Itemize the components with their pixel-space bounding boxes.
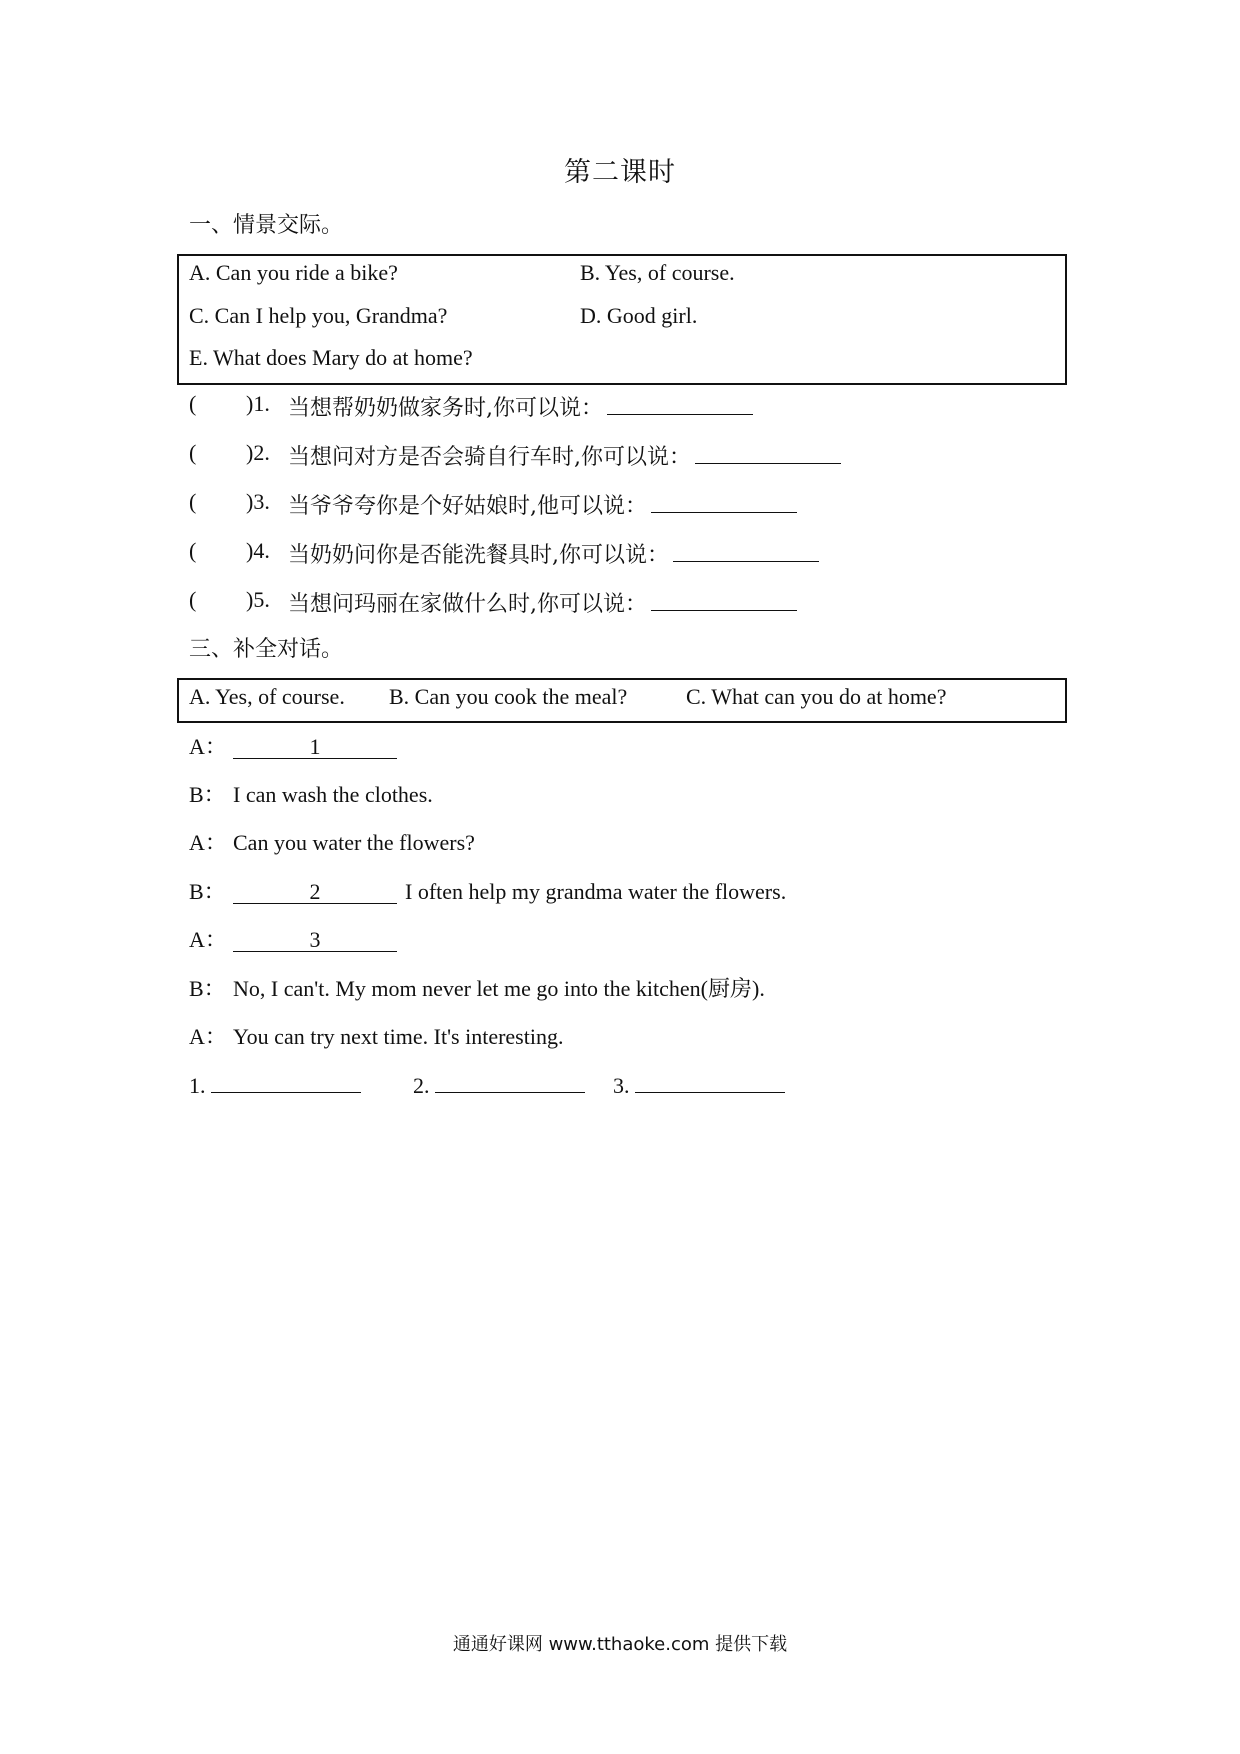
question-number: )3. [246, 489, 270, 514]
speaker-label: A： [189, 1024, 227, 1049]
option-e: E. What does Mary do at home? [189, 345, 473, 370]
answer-blank[interactable] [651, 492, 797, 513]
dialogue-text: No, I can't. My mom never let me go into the kitchen(厨房). [233, 976, 765, 1001]
section3-options-box [177, 678, 1067, 723]
answer-blank[interactable] [651, 590, 797, 611]
answer-slot-2: 2. [413, 1072, 585, 1099]
section1-heading: 一、情景交际。 [189, 213, 344, 238]
option-b: B. Can you cook the meal? [389, 684, 628, 709]
answer-blank[interactable] [211, 1072, 361, 1093]
dialogue-blank[interactable]: 1 [233, 736, 397, 759]
question-number: )4. [246, 538, 270, 563]
question-text: 当奶奶问你是否能洗餐具时,你可以说： [288, 538, 819, 569]
option-b: B. Yes, of course. [580, 260, 735, 285]
answer-blank[interactable] [607, 394, 753, 415]
answer-paren[interactable]: ( [189, 440, 197, 465]
dialogue-text: You can try next time. It's interesting. [233, 1024, 564, 1049]
speaker-label: A： [189, 927, 227, 952]
option-c: C. What can you do at home? [686, 684, 947, 709]
question-text: 当爷爷夸你是个好姑娘时,他可以说： [288, 489, 797, 520]
answer-blank[interactable] [435, 1072, 585, 1093]
question-number: )1. [246, 391, 270, 416]
option-a: A. Yes, of course. [189, 684, 345, 709]
dialogue-blank[interactable]: 3 [233, 929, 397, 952]
answer-blank[interactable] [635, 1072, 785, 1093]
question-text: 当想帮奶奶做家务时,你可以说： [288, 391, 753, 422]
answer-blank[interactable] [673, 541, 819, 562]
option-d: D. Good girl. [580, 303, 698, 328]
question-number: )5. [246, 587, 270, 612]
answer-slot-1: 1. [189, 1072, 361, 1099]
dialogue-blank[interactable]: 2 [233, 881, 397, 904]
section1-options-box [177, 254, 1067, 385]
dialogue-line-7 [189, 1020, 563, 1051]
dialogue-text: I can wash the clothes. [233, 782, 433, 807]
answer-paren[interactable]: ( [189, 587, 197, 612]
speaker-label: B： [189, 976, 226, 1001]
answer-blank[interactable] [695, 443, 841, 464]
option-a: A. Can you ride a bike? [189, 260, 398, 285]
footer-credit: 通通好课网 www.tthaoke.com 提供下载 [452, 1634, 788, 1655]
question-number: )2. [246, 440, 270, 465]
dialogue-line-6 [189, 972, 765, 1003]
speaker-label: B： [189, 879, 226, 904]
speaker-label: B： [189, 782, 226, 807]
answer-paren[interactable]: ( [189, 538, 197, 563]
option-c: C. Can I help you, Grandma? [189, 303, 448, 328]
answer-paren[interactable]: ( [189, 391, 197, 416]
dialogue-line-2 [189, 778, 433, 809]
speaker-label: A： [189, 830, 227, 855]
dialogue-line-4 [189, 875, 786, 906]
dialogue-line-1 [189, 730, 397, 761]
speaker-label: A： [189, 734, 227, 759]
page-title: 第二课时 [564, 157, 676, 188]
dialogue-text: I often help my grandma water the flowers. [405, 879, 787, 904]
section3-heading: 三、补全对话。 [189, 637, 344, 662]
question-text: 当想问玛丽在家做什么时,你可以说： [288, 587, 797, 618]
dialogue-text: Can you water the flowers? [233, 830, 475, 855]
answer-paren[interactable]: ( [189, 489, 197, 514]
question-text: 当想问对方是否会骑自行车时,你可以说： [288, 440, 841, 471]
answer-slot-3: 3. [613, 1072, 785, 1099]
dialogue-line-5 [189, 923, 397, 954]
dialogue-line-3 [189, 826, 475, 857]
